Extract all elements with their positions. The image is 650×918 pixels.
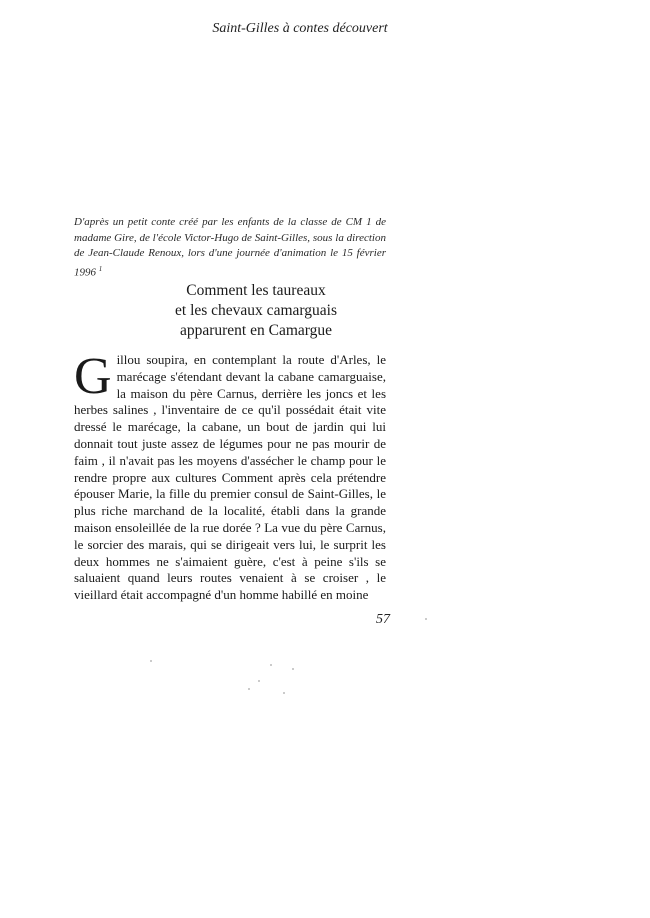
- title-line-2: et les chevaux camarguais: [175, 302, 337, 319]
- scan-speck: [248, 688, 250, 690]
- intro-text: D'après un petit conte créé par les enfants de la classe de CM 1 de madame Gire, de l'école Victor-Hugo de Saint-Gilles, sous la direction de Jean-Claude Renoux, lors d'une journée d'animation le 15 février 1996: [74, 216, 386, 279]
- scan-speck: [292, 668, 294, 670]
- drop-cap: G: [74, 348, 112, 405]
- story-text: illou soupira, en contemplant la route d'Arles, le marécage s'étendant devant la cabane camarguaise, la maison du père Carnus, derrière les joncs et les herbes salines , l'inventaire de ce qu'il possédait était vite dressé le marécage, la cabane, un bout de jardin qui lui donnait tout juste assez de légumes pour ne pas mourir de faim , il n'avait pas les moyens d'assécher le champ pour le rendre propre aux cultures Comment après cela prétendre épouser Marie, la fille du premier consul de Saint-Gilles, le plus riche marchand de la localité, établi dans la grande maison ensoleillée de la rue dorée ? La vue du père Carnus, le sorcier des marais, qui se dirigeait vers lui, le surprit les deux hommes ne s'aimaient guère, c'est à peine s'ils se saluaient quand leurs routes venaient à se croiser , le vieillard était accompagné d'un homme habillé en moine: [74, 352, 386, 603]
- intro-note: [74, 215, 386, 281]
- story-title: [100, 281, 412, 341]
- scan-speck: [258, 680, 260, 682]
- title-line-3: apparurent en Camargue: [179, 322, 333, 339]
- running-header: Saint-Gilles à contes découvert: [212, 21, 388, 36]
- scan-speck: [270, 664, 272, 666]
- scan-speck: [425, 618, 427, 620]
- page-number: 57: [376, 612, 390, 627]
- footnote-marker: 1: [98, 264, 103, 273]
- scan-speck: [150, 660, 152, 662]
- scan-speck: [283, 692, 285, 694]
- story-paragraph: [74, 348, 386, 604]
- title-line-1: Comment les taureaux: [186, 282, 326, 299]
